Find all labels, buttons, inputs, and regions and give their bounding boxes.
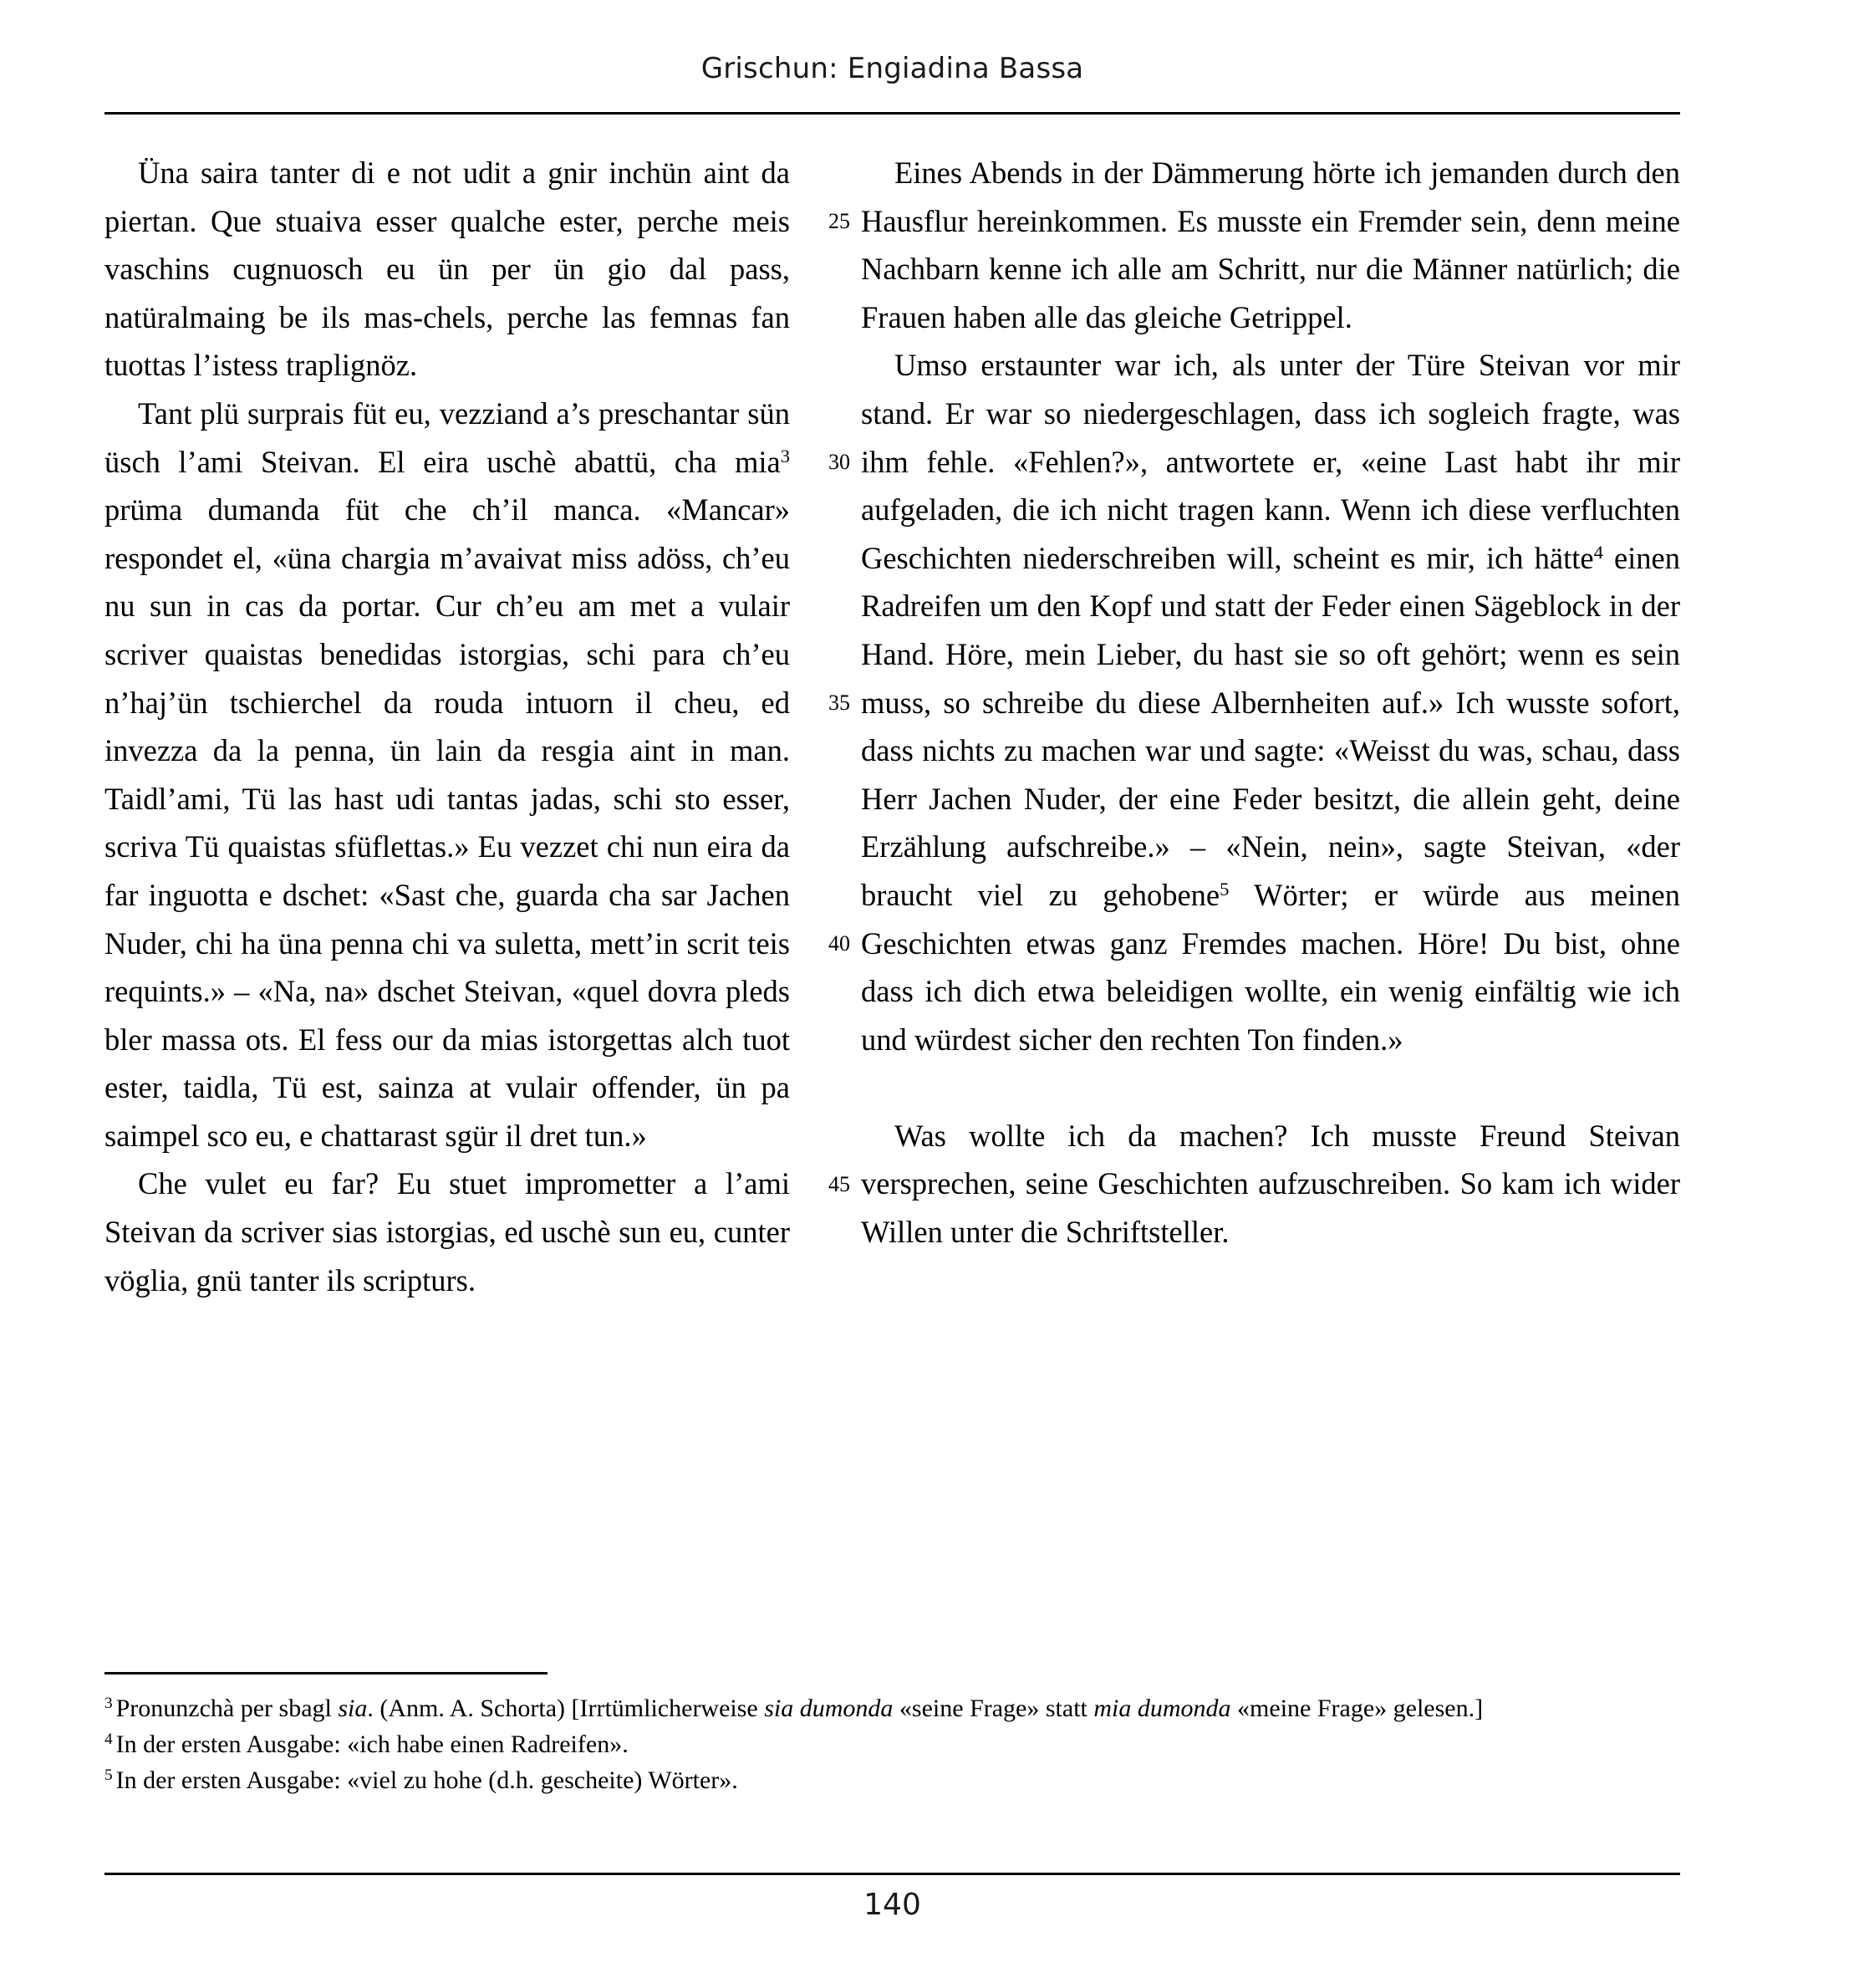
footnote-reference[interactable]: 4 [1593,541,1603,563]
line-number: 25 [828,208,850,233]
column-german [861,149,1680,1257]
footer-rule [104,1873,1680,1875]
footnote-reference[interactable]: 5 [1220,879,1230,900]
footnote-separator-rule [104,1672,548,1675]
paragraph: Was wollte ich da machen? Ich musste Freund Steivan versprechen, seine Geschichten aufzuschreiben. So kam ich wider Willen unter die Schriftsteller. [861,1118,1680,1250]
page-number: 140 [863,1888,921,1922]
footnotes-block [104,1690,1680,1798]
header-rule [104,112,1680,115]
paragraph: Che vulet eu far? Eu stuet imprometter a l’ami Steivan da scriver sias istorgias, ed uschè sun eu, cunter vöglia, gnü tanter ils scripturs. [104,1166,790,1297]
paragraph: Üna saira tanter di e not udit a gnir inchün aint da piertan. Que stuaiva esser qualche ester, perche meis vaschins cugnuosch eu ün per ün gio dal pass, natüralmaing be ils mas-chels, perche las femnas fan tuottas l’istess traplignöz. [104,155,790,383]
footnote: $^3$ Pronunzchà per sbagl sia. (Anm. A. Schorta) [Irrtümlicherweise sia dumonda «seine Frage» statt mia dumonda «meine Frage» gelesen.] [104,1695,1484,1722]
paragraph: Eines Abends in der Dämmerung hörte ich jemanden durch den Hausflur hereinkommen. Es musste ein Fremder sein, denn meine Nachbarn kenne ich alle am Schritt, nur die Männer natürlich; die Frauen haben alle das gleiche Getrippel. [861,155,1680,334]
footnote: $^5$ In der ersten Ausgabe: «viel zu hohe (d.h. gescheite) Wörter». [104,1766,738,1794]
emphasis-text: sia [338,1695,368,1722]
footnote-reference[interactable]: 3 [780,445,790,466]
footnote: $^4$ In der ersten Ausgabe: «ich habe einen Radreifen». [104,1731,629,1758]
emphasis-text: sia dumonda [764,1695,894,1722]
running-head: Grischun: Engiadina Bassa [700,52,1084,85]
line-number: 30 [828,449,850,474]
line-number: 40 [828,930,850,956]
line-number: 45 [828,1171,850,1196]
emphasis-text: mia dumonda [1093,1695,1231,1722]
line-number: 35 [828,690,850,715]
footnote-marker[interactable]: 3 [104,1695,113,1713]
column-romansh [104,149,790,1304]
paragraph: Tant plü surprais füt eu, vezziand a’s preschantar sün üsch l’ami Steivan. El eira uschè abattü, cha mia$^3$ prüma dumanda füt che ch’il manca. «Mancar» respondet el, «üna chargia m’avaivat miss adöss, ch’eu nu sun in cas da portar. Cur ch’eu am met a vulair scriver quaistas benedidas istorgias, schi para ch’eu n’haj’ün tschierchel da rouda intuorn il cheu, ed invezza da la penna, ün lain da resgia aint in man. Taidl’ami, Tü las hast udi tantas jadas, schi sto esser, scriva Tü quaistas sfüflettas.» Eu vezzet chi nun eira da far inguotta e dschet: «Sast che, guarda cha sar Jachen Nuder, chi ha üna penna chi va suletta, mett’in scrit teis requints.» – «Na, na» dschet Steivan, «quel dovra pleds bler massa ots. El fess our da mias istorgettas alch tuot ester, taidla, Tü est, sainza at vulair offender, ün pa saimpel sco eu, e chattarast sgür il dret tun.» [104,395,790,1153]
footnote-marker[interactable]: 4 [104,1731,113,1749]
paragraph: Umso erstaunter war ich, als unter der Türe Steivan vor mir stand. Er war so niedergeschlagen, dass ich sogleich fragte, was ihm fehle. «Fehlen?», antwortete er, «eine Last habt ihr mir aufgeladen, die ich nicht tragen kann. Wenn ich diese verfluchten Geschichten niederschreiben will, scheint es mir, ich hätte$^4$ einen Radreifen um den Kopf und statt der Feder einen Sägeblock in der Hand. Höre, mein Lieber, du hast sie so oft gehört; wenn es sein muss, so schreibe du diese Albernheiten auf.» Ich wusste sofort, dass nichts zu machen war und sagte: «Weisst du was, schau, dass Herr Jachen Nuder, der eine Feder besitzt, die allein geht, deine Erzählung aufschreibe.» – «Nein, nein», sagte Steivan, «der braucht viel zu gehobene$^5$ Wörter; er würde aus meinen Geschichten etwas ganz Fremdes machen. Höre! Du bist, ohne dass ich dich etwa beleidigen wollte, ein wenig einfältig wie ich und würdest sicher den rechten Ton finden.» [861,348,1680,1057]
footnote-marker[interactable]: 5 [104,1766,113,1785]
